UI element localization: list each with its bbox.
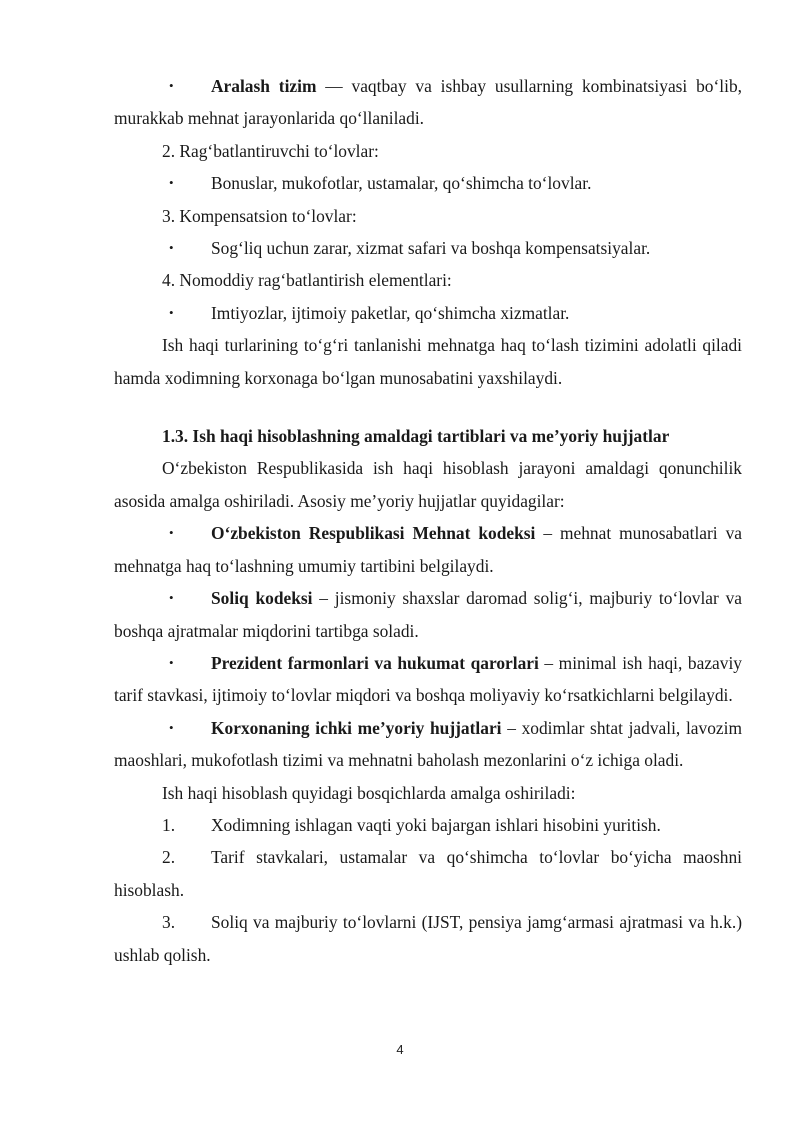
list-item-doc <box>114 712 742 777</box>
list-item-doc <box>114 647 742 712</box>
step-text: Xodimning ishlagan vaqti yoki bajargan ishlari hisobini yuritish. <box>211 814 661 835</box>
step-number: 3. <box>162 912 176 933</box>
list-item-doc <box>114 582 742 647</box>
term-bold: Soliq kodeksi <box>211 588 313 609</box>
page-number: 4 <box>396 1042 404 1057</box>
step-text: Tarif stavkalari, ustamalar va qoʻshimcha toʻlovlar boʻyicha maoshni hisoblash. <box>114 847 742 900</box>
subheading-nomoddiy: 4. Nomoddiy ragʻbatlantirish elementlari: <box>162 270 452 291</box>
item-text: Sogʻliq uchun zarar, xizmat safari va boshqa kompensatsiyalar. <box>211 238 651 259</box>
list-item-nomoddiy <box>114 297 742 329</box>
summary-paragraph: Ish haqi turlarining toʻgʻri tanlanishi mehnatga haq toʻlash tizimini adolatli qiladi hamda xodimning korxonaga boʻlgan munosabatini yaxshilaydi. <box>114 335 742 388</box>
bullet: • <box>169 175 174 191</box>
subheading-ragbat: 2. Ragʻbatlantiruvchi toʻlovlar: <box>162 140 379 161</box>
bullet: • <box>169 525 174 541</box>
section-heading: 1.3. Ish haqi hisoblashning amaldagi tartiblari va me’yoriy hujjatlar <box>162 426 670 447</box>
bullet: • <box>169 240 174 256</box>
list-item-aralash <box>114 70 742 135</box>
term-bold: Korxonaning ichki me’yoriy hujjatlari <box>211 717 502 738</box>
step-number: 2. <box>162 847 176 868</box>
term-bold: Aralash tizim <box>211 76 317 96</box>
item-text: – minimal ish haqi, bazaviy tarif stavkasi, ijtimoiy toʻlovlar miqdori va boshqa moliyaviy koʻrsatkichlarni belgilaydi. <box>114 652 742 706</box>
page-content <box>114 70 742 971</box>
item-text: — vaqtbay va ishbay usullarning kombinatsiyasi boʻlib, murakkab mehnat jarayonlarida qoʻllaniladi. <box>114 76 742 129</box>
item-text: Imtiyozlar, ijtimoiy paketlar, qoʻshimcha xizmatlar. <box>211 302 570 323</box>
section-intro: Oʻzbekiston Respublikasida ish haqi hisoblash jarayoni amaldagi qonunchilik asosida amalga oshiriladi. Asosiy me’yoriy hujjatlar quyidagilar: <box>114 458 742 511</box>
list-item-kompensatsion <box>114 232 742 264</box>
section-gap <box>114 394 742 420</box>
term-bold: Prezident farmonlari va hukumat qarorlari <box>211 652 539 673</box>
bullet: • <box>169 719 174 735</box>
numbered-step <box>114 906 742 971</box>
term-bold: Oʻzbekiston Respublikasi Mehnat kodeksi <box>211 523 536 544</box>
bullet: • <box>169 590 174 606</box>
item-text: – mehnat munosabatlari va mehnatga haq toʻlashning umumiy tartibini belgilaydi. <box>114 523 742 576</box>
bullet: • <box>169 304 174 320</box>
item-text: Bonuslar, mukofotlar, ustamalar, qoʻshimcha toʻlovlar. <box>211 173 592 194</box>
item-text: – xodimlar shtat jadvali, lavozim maoshlari, mukofotlash tizimi va mehnatni baholash mezonlarini oʻz ichiga oladi. <box>114 717 742 771</box>
item-text: – jismoniy shaxslar daromad soligʻi, majburiy toʻlovlar va boshqa ajratmalar miqdorini tartibga soladi. <box>114 588 742 641</box>
bullet: • <box>169 78 174 93</box>
step-text: Soliq va majburiy toʻlovlarni (IJST, pensiya jamgʻarmasi ajratmasi va h.k.) ushlab qolish. <box>114 912 742 965</box>
step-number: 1. <box>162 814 176 835</box>
numbered-step <box>114 809 742 841</box>
bullet: • <box>169 654 174 670</box>
subheading-kompensatsion: 3. Kompensatsion toʻlovlar: <box>162 205 357 226</box>
list-item-ragbat <box>114 167 742 199</box>
numbered-step <box>114 841 742 906</box>
list-item-doc <box>114 517 742 582</box>
steps-intro: Ish haqi hisoblash quyidagi bosqichlarda amalga oshiriladi: <box>162 782 576 803</box>
